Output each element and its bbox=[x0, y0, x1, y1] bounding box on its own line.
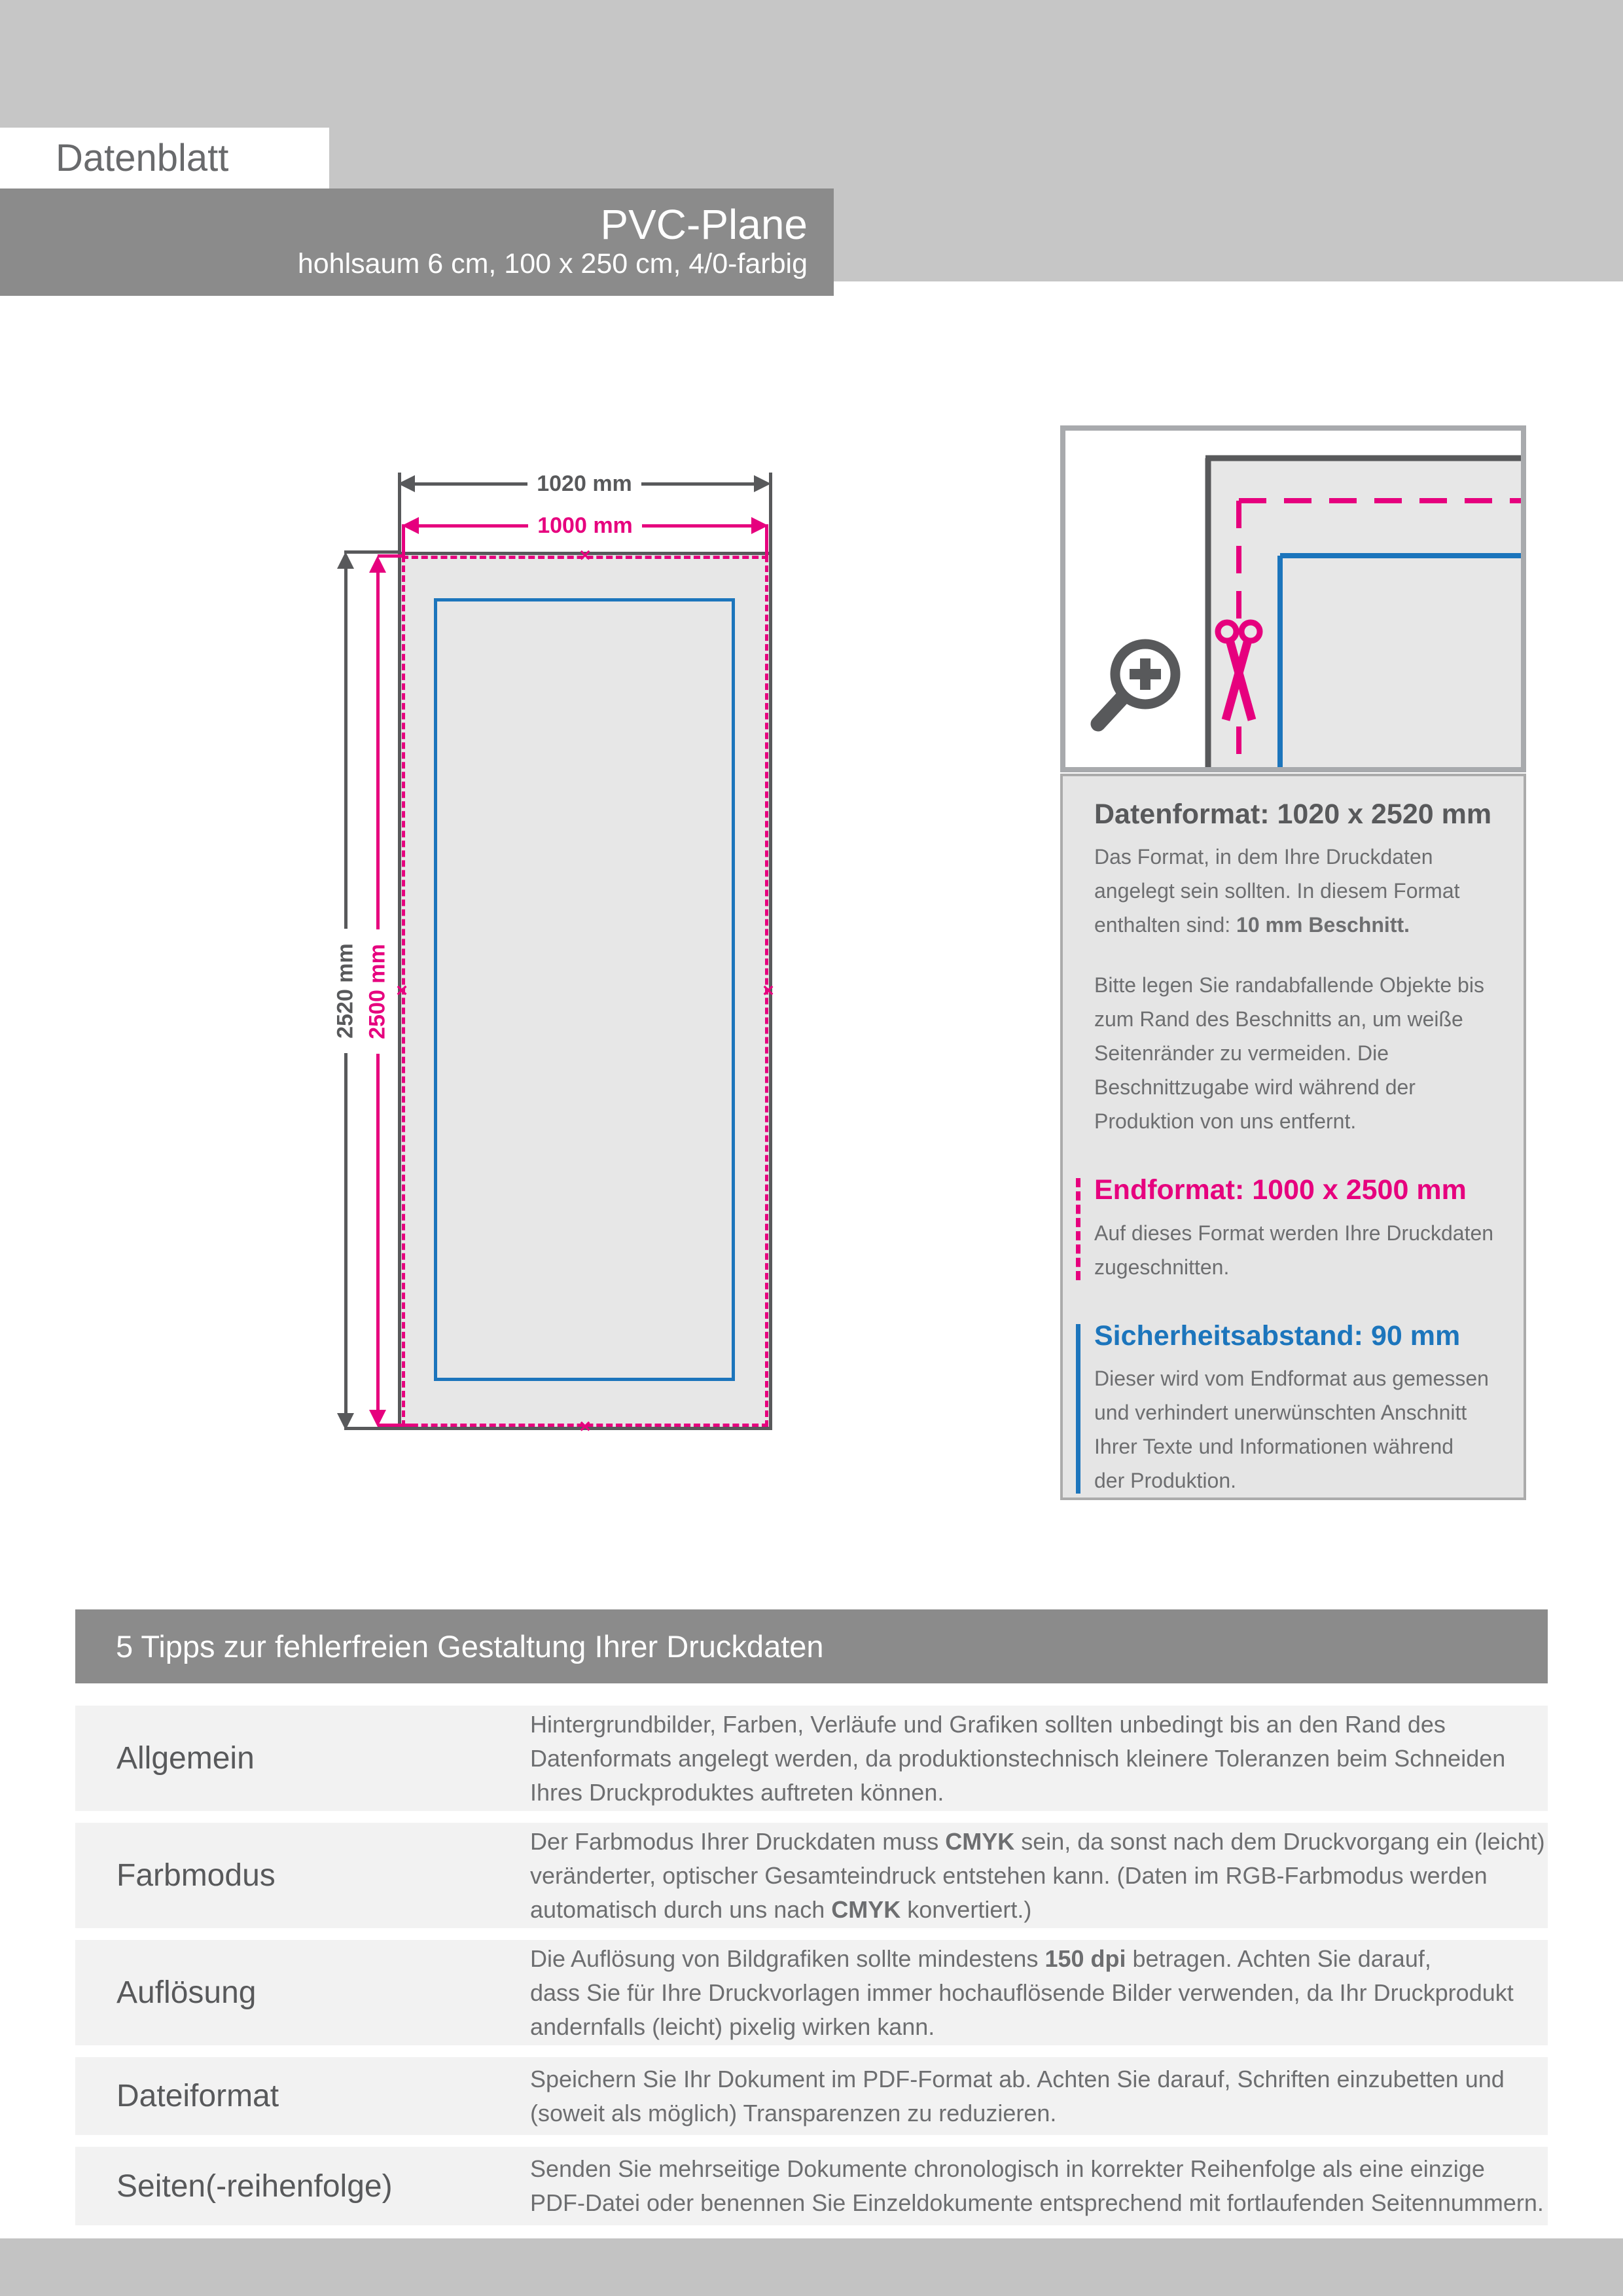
footer-band bbox=[0, 2238, 1623, 2296]
product-title: PVC-Plane bbox=[600, 200, 808, 248]
sicherheitsabstand-text-line: Dieser wird vom Endformat aus gemessen bbox=[1094, 1367, 1489, 1391]
tip-text: Speichern Sie Ihr Dokument im PDF-Format ab. Achten Sie darauf, Schriften einzubetten und (soweit als möglich) Transparenzen zu reduzieren. bbox=[530, 2065, 1505, 2126]
extension-line bbox=[398, 473, 401, 552]
endformat-rule bbox=[1076, 1178, 1080, 1280]
sheet-label-box bbox=[0, 128, 329, 188]
cut-mark-icon: × bbox=[579, 1416, 591, 1437]
bleed-text-line: Beschnittzugabe wird während der bbox=[1094, 1075, 1416, 1100]
extension-line bbox=[378, 554, 402, 558]
tip-label: Farbmodus bbox=[116, 1858, 276, 1893]
tip-row-seitenreihenfolge bbox=[75, 2147, 1548, 2225]
cut-mark-icon: × bbox=[579, 545, 591, 566]
extension-line bbox=[765, 524, 768, 556]
extension-line bbox=[769, 473, 772, 552]
product-variant: hohlsaum 6 cm, 100 x 250 cm, 4/0-farbig bbox=[297, 247, 808, 279]
dimension-height-final-label: 2500 mm bbox=[363, 936, 393, 1047]
sicherheitsabstand-block bbox=[1094, 1320, 1500, 1498]
tip-label: Seiten(-reihenfolge) bbox=[116, 2168, 393, 2204]
tips-heading: 5 Tipps zur fehlerfreien Gestaltung Ihrer Druckdaten bbox=[116, 1629, 824, 1664]
tip-row-aufloesung bbox=[75, 1940, 1548, 2045]
sicherheitsabstand-rule bbox=[1076, 1324, 1080, 1494]
tip-label: Allgemein bbox=[116, 1741, 255, 1776]
endformat-text-line: zugeschnitten. bbox=[1094, 1255, 1230, 1279]
bleed-text-line: zum Rand des Beschnitts an, um weiße bbox=[1094, 1007, 1463, 1031]
dimension-height-final bbox=[365, 556, 390, 1427]
extension-line bbox=[378, 1424, 416, 1427]
dimension-width-data-label: 1020 mm bbox=[527, 471, 641, 497]
tip-label: Dateiformat bbox=[116, 2079, 279, 2113]
corner-detail-illustration bbox=[1065, 431, 1521, 767]
zoom-detail-box bbox=[1060, 425, 1526, 772]
info-panel bbox=[1060, 774, 1526, 1500]
datenformat-text-line: angelegt sein sollten. In diesem Format bbox=[1094, 879, 1460, 903]
sheet-label: Datenblatt bbox=[56, 137, 229, 179]
tip-text: Hintergrundbilder, Farben, Verläufe und Grafiken sollten unbedingt bis an den Rand des Datenformats angelegt werden, da produktionstechnisch kleinere Toleranzen beim Schneiden Ihres Druckproduktes auftreten können. bbox=[530, 1710, 1506, 1806]
tip-row-dateiformat bbox=[75, 2057, 1548, 2135]
dimension-height-data-label: 2520 mm bbox=[330, 935, 361, 1047]
dimension-width-data bbox=[398, 471, 771, 496]
extension-line bbox=[344, 550, 398, 554]
sicherheitsabstand-text-line: der Produktion. bbox=[1094, 1469, 1237, 1493]
magnifier-zoom-icon bbox=[1098, 644, 1175, 724]
dimension-height-data bbox=[332, 552, 358, 1430]
extension-line bbox=[402, 524, 405, 556]
tip-row-allgemein bbox=[75, 1706, 1548, 1811]
endformat-block bbox=[1094, 1174, 1500, 1283]
arrow-up-icon bbox=[369, 556, 386, 573]
dimension-width-final bbox=[402, 512, 768, 538]
tips-header-bar bbox=[75, 1609, 1548, 1683]
tip-label: Auflösung bbox=[116, 1975, 257, 2010]
bleed-text-line: Produktion von uns entfernt. bbox=[1094, 1109, 1357, 1134]
bleed-text-line: Seitenränder zu vermeiden. Die bbox=[1094, 1041, 1389, 1066]
sicherheitsabstand-text-line: und verhindert unerwünschten Anschnitt bbox=[1094, 1401, 1467, 1425]
cut-mark-icon: × bbox=[396, 980, 408, 1001]
tip-row-farbmodus bbox=[75, 1823, 1548, 1928]
tip-text: Der Farbmodus Ihrer Druckdaten muss CMYK sein, da sonst nach dem Druckvorgang ein (leicht) veränderter, optischer Gesamteindruck entstehen kann. (Daten im RGB-Farbmodus werden automatisch durch uns nach CMYK konvertiert.) bbox=[530, 1827, 1545, 1923]
extension-line bbox=[344, 1427, 398, 1430]
bleed-text-line: Bitte legen Sie randabfallende Objekte bis bbox=[1094, 973, 1484, 997]
datenformat-text-line: enthalten sind: 10 mm Beschnitt. bbox=[1094, 913, 1410, 937]
sicherheitsabstand-text-line: Ihrer Texte und Informationen während bbox=[1094, 1435, 1454, 1459]
title-bar bbox=[0, 188, 834, 296]
endformat-text-line: Auf dieses Format werden Ihre Druckdaten bbox=[1094, 1221, 1494, 1245]
datenformat-heading: Datenformat: 1020 x 2520 mm bbox=[1094, 798, 1492, 830]
tip-text: Senden Sie mehrseitige Dokumente chronologisch in korrekter Reihenfolge als eine einzige PDF-Datei oder benennen Sie Einzeldokumente entsprechend mit fortlaufenden Seitennummern. bbox=[530, 2155, 1544, 2216]
dimension-width-final-label: 1000 mm bbox=[528, 513, 642, 539]
datenformat-text-line: Das Format, in dem Ihre Druckdaten bbox=[1094, 845, 1433, 869]
sicherheitsabstand-heading: Sicherheitsabstand: 90 mm bbox=[1094, 1319, 1461, 1352]
cut-mark-icon: × bbox=[762, 980, 774, 1001]
tip-text: Die Auflösung von Bildgrafiken sollte mindestens 150 dpi betragen. Achten Sie darauf, dass Sie für Ihre Druckvorlagen immer hochauflösende Bilder verwenden, da Ihr Druckprodukt andernfalls (leicht) pixelig wirken kann. bbox=[530, 1945, 1514, 2040]
arrow-up-icon bbox=[337, 552, 354, 569]
endformat-heading: Endformat: 1000 x 2500 mm bbox=[1094, 1174, 1467, 1206]
safety-margin-rect bbox=[434, 598, 735, 1381]
